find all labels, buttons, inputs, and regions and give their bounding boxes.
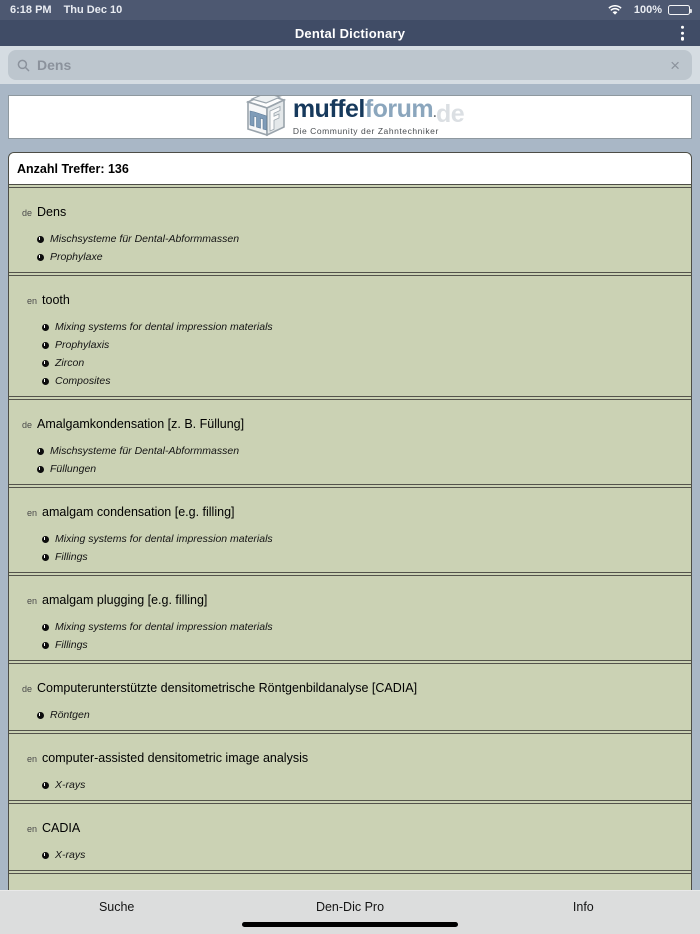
bullet-icon [42, 378, 49, 385]
category-note-label: Mixing systems for dental impression materials [55, 321, 273, 333]
search-value: Dens [37, 57, 72, 73]
category-note-label: Fillings [55, 639, 88, 651]
bullet-icon [42, 852, 49, 859]
language-badge: en [27, 824, 38, 834]
overflow-menu-icon[interactable] [679, 24, 686, 43]
clear-search-icon[interactable]: × [670, 55, 680, 75]
language-badge: de [22, 208, 33, 218]
category-note-label: X-rays [55, 849, 86, 861]
bullet-icon [37, 448, 44, 455]
clock-label: 6:18 PM [10, 4, 52, 16]
search-bar [0, 46, 700, 84]
result-item[interactable] [9, 399, 691, 485]
bullet-icon [42, 554, 49, 561]
date-label: Thu Dec 10 [63, 4, 123, 16]
category-note-row [42, 639, 681, 651]
result-item[interactable] [9, 187, 691, 273]
category-note-label: Prophylaxis [55, 339, 110, 351]
result-item[interactable] [9, 733, 691, 801]
category-note-row [42, 321, 681, 333]
tab-bar [0, 890, 700, 934]
category-note-row [37, 233, 681, 245]
result-item[interactable] [9, 663, 691, 731]
status-bar [0, 0, 700, 20]
result-item[interactable] [9, 803, 691, 871]
category-note-row [37, 463, 681, 475]
language-badge: en [27, 508, 38, 518]
language-badge: de [22, 420, 33, 430]
bullet-icon [37, 236, 44, 243]
category-note-label: Zircon [55, 357, 85, 369]
bullet-icon [42, 624, 49, 631]
category-note-label: Fillings [55, 551, 88, 563]
category-note-row [42, 621, 681, 633]
term-label: amalgam plugging [e.g. filling] [42, 593, 208, 607]
bullet-icon [42, 782, 49, 789]
category-note-row [42, 339, 681, 351]
category-note-label: X-rays [55, 779, 86, 791]
language-badge: en [27, 296, 38, 306]
term-label: Dens [37, 205, 67, 219]
language-badge: en [27, 596, 38, 606]
tab-info[interactable]: Info [572, 900, 594, 914]
term-label: Amalgamkondensation [z. B. Füllung] [37, 417, 245, 431]
term-label: Computerunterstützte densitometrische Röntgenbildanalyse [CADIA] [37, 681, 418, 695]
battery-icon [668, 5, 690, 15]
logo-banner[interactable] [8, 95, 692, 139]
category-note-row [42, 357, 681, 369]
language-badge: en [27, 754, 38, 764]
nav-bar [0, 20, 700, 46]
category-note-row [42, 375, 681, 387]
muffelforum-cube-icon [236, 95, 288, 139]
logo-word-forum: forum [364, 95, 434, 123]
battery-percent: 100% [633, 4, 662, 16]
category-note-label: Mixing systems for dental impression materials [55, 533, 273, 545]
logo-tld-dot: . [433, 106, 436, 120]
category-note-row [42, 849, 681, 861]
page-title: Dental Dictionary [294, 25, 406, 41]
category-note-row [42, 779, 681, 791]
result-item[interactable] [9, 275, 691, 397]
bullet-icon [37, 712, 44, 719]
result-item[interactable] [9, 487, 691, 573]
term-label: tooth [42, 293, 70, 307]
home-indicator[interactable] [242, 922, 458, 928]
category-note-label: Mixing systems for dental impression materials [55, 621, 273, 633]
bullet-icon [37, 254, 44, 261]
category-note-label: Prophylaxe [50, 251, 103, 263]
results-list [8, 152, 692, 934]
search-icon [17, 59, 30, 72]
bullet-icon [42, 536, 49, 543]
logo-wordmark [292, 95, 465, 128]
tab-suche[interactable]: Suche [98, 900, 135, 914]
logo-tagline: Die Community der Zahntechniker [292, 126, 439, 136]
category-note-row [37, 445, 681, 457]
bullet-icon [42, 642, 49, 649]
category-note-label: Füllungen [50, 463, 97, 475]
category-note-label: Mischsysteme für Dental-Abformmassen [50, 445, 240, 457]
logo-tld: de [435, 100, 465, 128]
category-note-label: Mischsysteme für Dental-Abformmassen [50, 233, 240, 245]
logo-word-muffel: muffel [292, 95, 365, 123]
tab-dendic-pro[interactable]: Den-Dic Pro [315, 900, 385, 914]
category-note-row [37, 709, 681, 721]
wifi-icon [608, 5, 622, 16]
category-note-row [37, 251, 681, 263]
bullet-icon [42, 324, 49, 331]
result-item[interactable] [9, 575, 691, 661]
language-badge: de [22, 684, 33, 694]
category-note-label: Röntgen [50, 709, 90, 721]
bullet-icon [37, 466, 44, 473]
search-input[interactable] [8, 50, 692, 80]
bullet-icon [42, 342, 49, 349]
results-count-header: Anzahl Treffer: 136 [9, 153, 691, 185]
category-note-row [42, 533, 681, 545]
category-note-row [42, 551, 681, 563]
term-label: CADIA [42, 821, 81, 835]
term-label: computer-assisted densitometric image analysis [42, 751, 309, 765]
category-note-label: Composites [55, 375, 111, 387]
term-label: amalgam condensation [e.g. filling] [42, 505, 235, 519]
bullet-icon [42, 360, 49, 367]
